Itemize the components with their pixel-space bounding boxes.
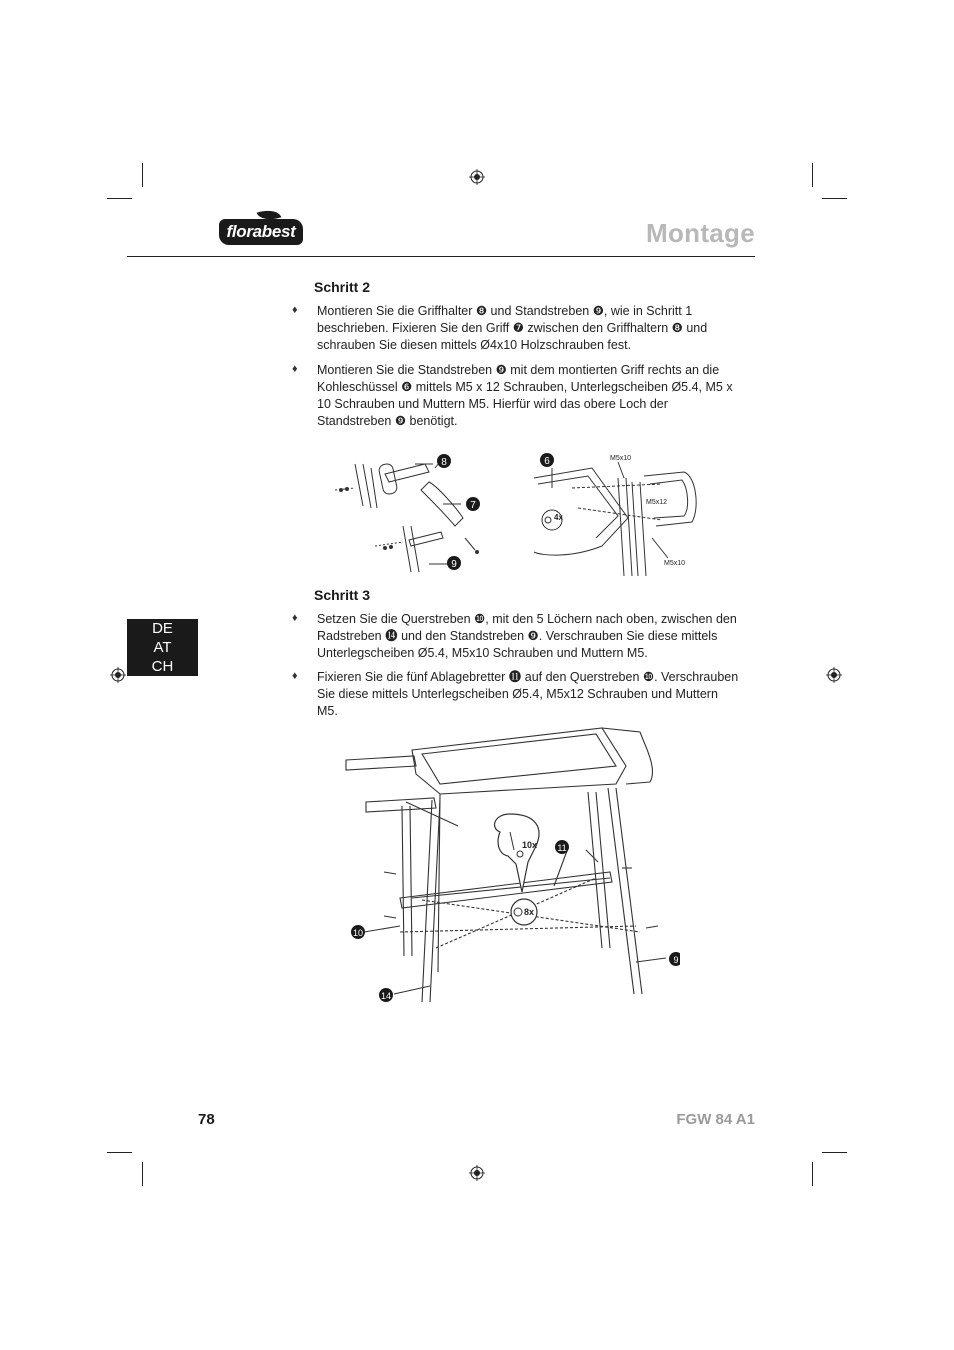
instruction-text: Montieren Sie die Griffhalter ❽ und Standstreben ❾, wie in Schritt 1 beschrieben. Fixieren Sie den Griff ❼ zwischen den Griffhaltern ❽ und schrauben Sie diesen mittels Ø4x10 Holzschrauben fest.	[317, 304, 708, 352]
callout-number: 9	[451, 559, 457, 570]
page-number: 78	[198, 1111, 215, 1128]
crop-mark	[142, 1162, 143, 1186]
crop-mark	[812, 163, 813, 187]
crop-mark	[822, 198, 847, 199]
language-code: DE	[152, 620, 173, 637]
callout-number: 7	[470, 500, 476, 511]
part-label: M5x10	[664, 560, 686, 567]
callout-number: 9	[673, 955, 679, 965]
section-heading: Schritt 3	[314, 587, 371, 603]
quantity-label: 4x	[554, 513, 563, 522]
header-divider	[127, 256, 755, 257]
language-tab	[127, 619, 198, 676]
callout-number: 6	[544, 456, 550, 467]
crop-mark	[107, 1152, 132, 1153]
crop-mark	[107, 198, 132, 199]
registration-mark-icon	[110, 667, 126, 683]
bullet-diamond-icon: ♦	[292, 612, 298, 624]
instruction-text: Setzen Sie die Querstreben ❿, mit den 5 Löchern nach oben, zwischen den Radstreben ⓮ und den Standstreben ❾. Verschrauben Sie diese mittels Unterlegscheiben Ø5.4, M5x10 Schrauben und Muttern M5.	[317, 612, 737, 660]
grill-frame-figure	[340, 722, 680, 1007]
callout-number: 10	[352, 928, 364, 938]
callout-number: 14	[380, 991, 392, 1001]
registration-mark-icon	[469, 1165, 485, 1181]
quantity-label: 10x	[522, 840, 538, 850]
part-label: M5x12	[646, 499, 668, 506]
crop-mark	[822, 1152, 847, 1153]
crop-mark	[812, 1162, 813, 1186]
bowl-mounting-figure	[532, 448, 702, 576]
brand-logo: florabest	[219, 219, 303, 245]
registration-mark-icon	[826, 667, 842, 683]
bullet-diamond-icon: ♦	[292, 304, 298, 316]
language-code: CH	[151, 658, 174, 675]
language-code: AT	[153, 639, 172, 656]
crop-mark	[142, 163, 143, 187]
bullet-diamond-icon: ♦	[292, 363, 298, 375]
quantity-label: 8x	[524, 907, 535, 917]
page-title: Montage	[646, 218, 755, 248]
model-number: FGW 84 A1	[676, 1111, 755, 1128]
part-label: M5x10	[610, 455, 632, 462]
section-heading: Schritt 2	[314, 279, 371, 295]
callout-number: 8	[441, 457, 447, 468]
handle-assembly-figure	[325, 446, 495, 578]
instruction-text: Montieren Sie die Standstreben ❾ mit dem montierten Griff rechts an die Kohleschüssel ❻ mittels M5 x 12 Schrauben, Unterlegscheiben Ø5.4, M5 x 10 Schrauben und Muttern M5. Hierfür wird das obere Loch der Standstreben ❾ benötigt.	[317, 363, 733, 428]
bullet-diamond-icon: ♦	[292, 670, 298, 682]
instruction-text: Fixieren Sie die fünf Ablagebretter ⓫ auf den Querstreben ❿. Verschrauben Sie diese mittels Unterlegscheiben Ø5.4, M5x12 Schrauben und Muttern M5.	[317, 670, 739, 718]
callout-number: 11	[557, 843, 567, 853]
registration-mark-icon	[469, 169, 485, 185]
